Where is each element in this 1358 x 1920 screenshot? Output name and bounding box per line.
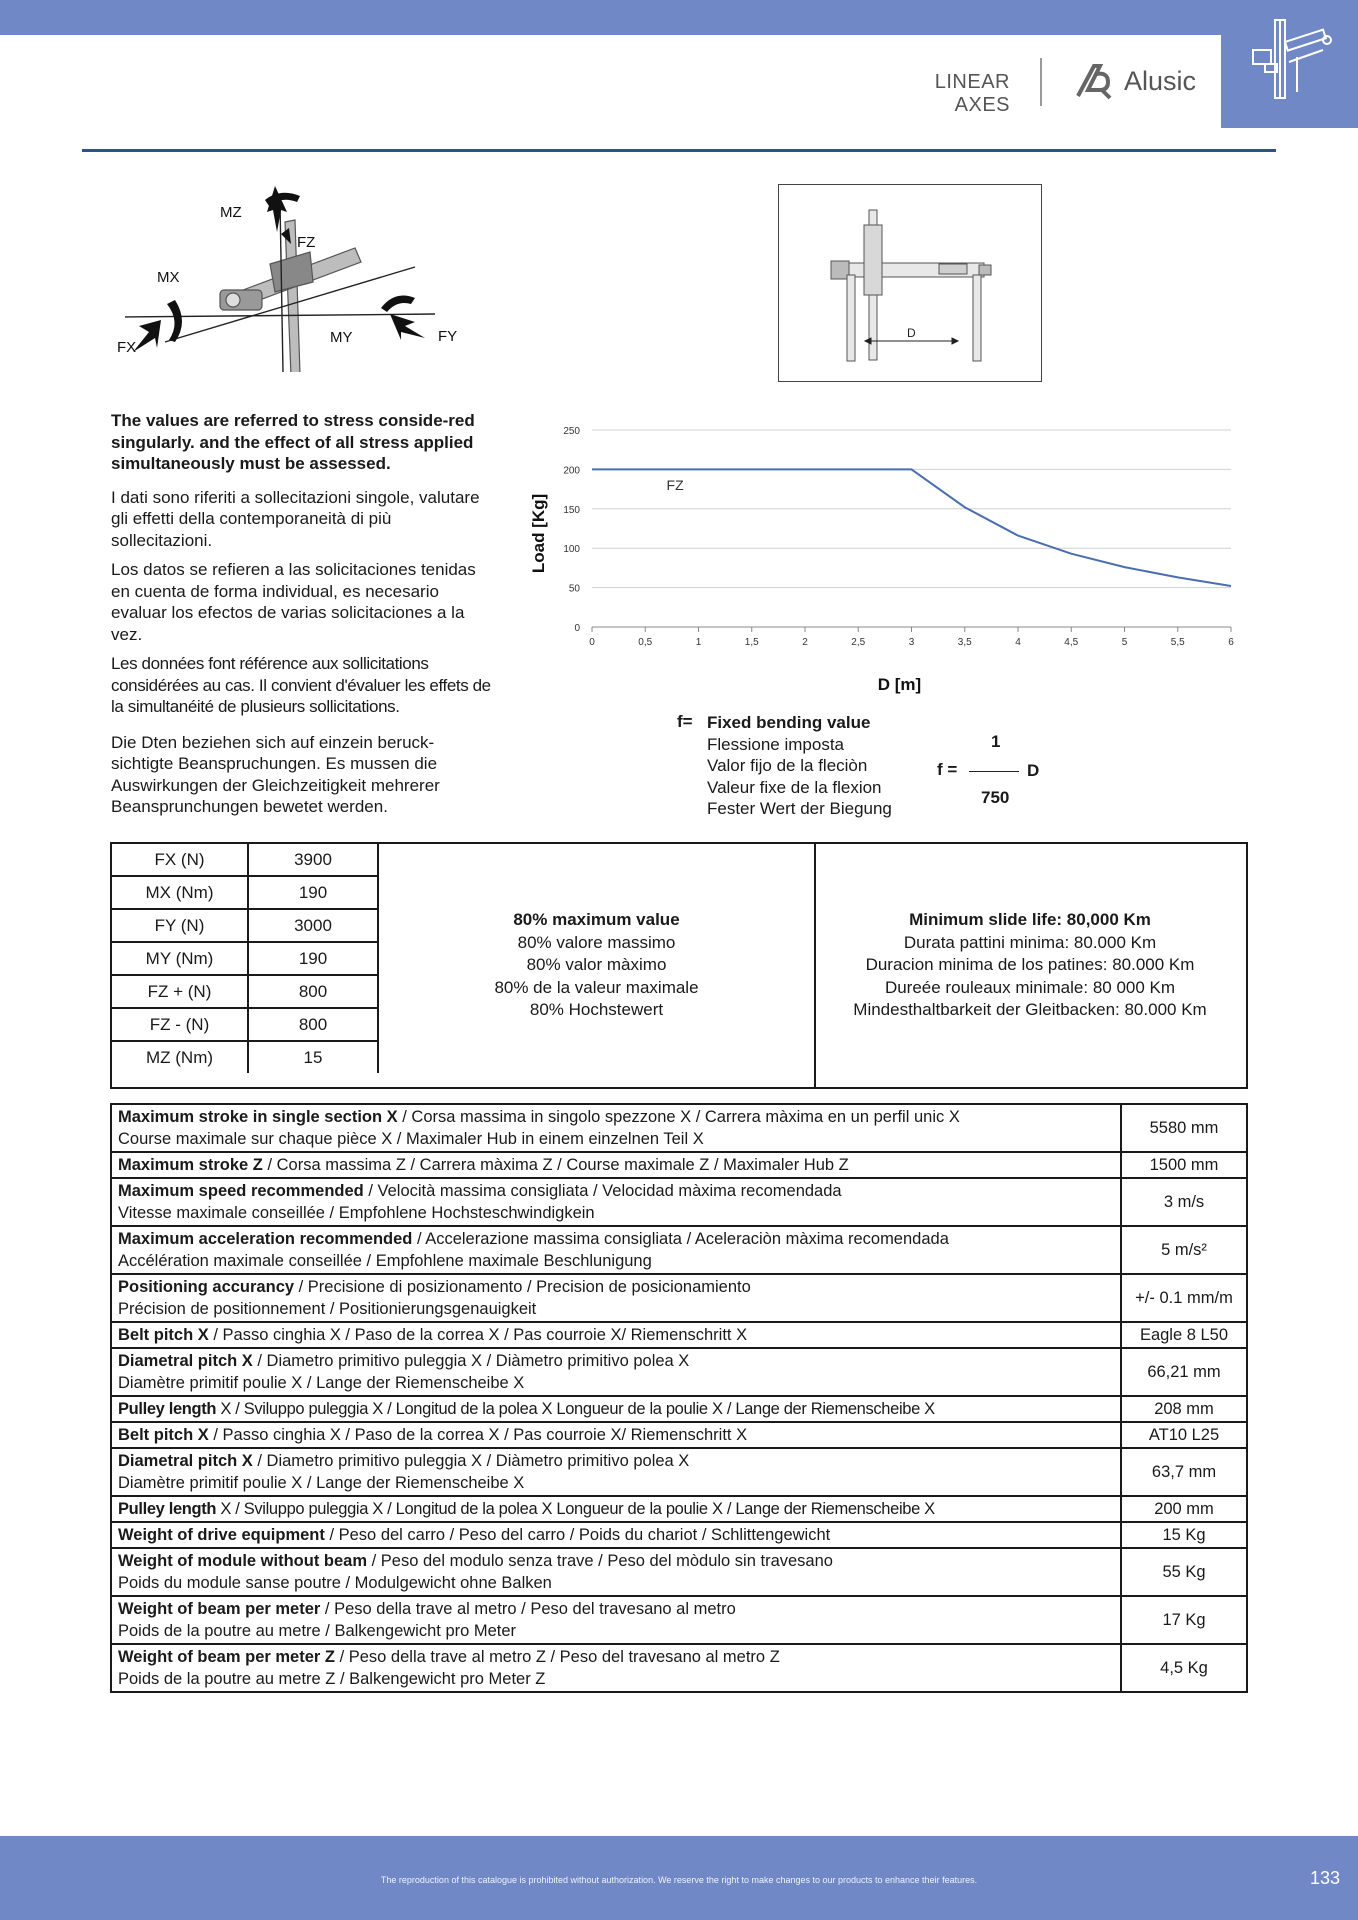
spec-title: Belt pitch X <box>118 1426 209 1444</box>
formula-line-it: Flessione imposta <box>707 734 845 754</box>
spec-value: +/- 0.1 mm/m <box>1121 1274 1247 1322</box>
header-separator <box>1040 58 1042 106</box>
spec-translations: / Velocità massima consigliata / Velocidad màxima recomendada <box>363 1182 842 1200</box>
load-label: MZ (Nm) <box>112 1041 248 1073</box>
spec-value: 4,5 Kg <box>1121 1644 1247 1692</box>
load-value: 190 <box>248 876 378 909</box>
load-label: MX (Nm) <box>112 876 248 909</box>
formula-legend <box>707 712 892 820</box>
x-axis-label: D [m] <box>877 675 922 694</box>
spec-value: 55 Kg <box>1121 1548 1247 1596</box>
specs-table <box>110 1103 1248 1693</box>
y-tick-label: 100 <box>563 544 580 556</box>
x-tick-label: 0,5 <box>638 637 653 648</box>
spec-translations: / Peso del carro / Peso del carro / Poids du chariot / Schlittengewicht <box>324 1526 831 1544</box>
spec-title: Pulley length <box>118 1400 217 1418</box>
formula-lhs: f = <box>937 760 958 779</box>
load-value: 800 <box>248 1008 378 1041</box>
load-value: 15 <box>248 1041 378 1073</box>
spec-title: Maximum speed recommended <box>118 1182 364 1200</box>
percent-note-title: 80% maximum value <box>513 910 680 930</box>
formula-label: f= <box>677 712 693 731</box>
spec-translations-line2: Poids de la poutre au metre Z / Balkengewicht pro Meter Z <box>118 1670 546 1688</box>
spec-title: Maximum acceleration recommended <box>118 1230 413 1248</box>
load-label: FZ - (N) <box>112 1008 248 1041</box>
series-label: FZ <box>666 476 684 493</box>
spec-value: 5580 mm <box>1121 1104 1247 1152</box>
spec-translations: X / Sviluppo puleggia X / Longitud de la polea X Longueur de la poulie X / Lange der Riemenscheibe X <box>216 1400 935 1418</box>
load-value: 800 <box>248 975 378 1008</box>
loads-table <box>112 844 379 1073</box>
x-tick-label: 4 <box>1015 637 1021 648</box>
intro-paragraph-de: Die Dten beziehen sich auf einzein beruck-sichtigte Beanspruchungen. Es mussen die Auswirkungen der Gleichzeitigkeit mehrerer Beansprunchungen bewetet werden. <box>111 732 440 816</box>
table-row <box>111 1422 1247 1448</box>
spec-title: Weight of beam per meter Z <box>118 1648 335 1666</box>
percent-note-line: 80% valor màximo <box>526 955 667 975</box>
life-note-title: Minimum slide life: 80,000 Km <box>909 910 1151 930</box>
x-tick-label: 1 <box>695 637 702 648</box>
axis-label-fz: FZ <box>297 234 316 251</box>
table-row <box>112 1008 378 1041</box>
table-row <box>112 975 378 1008</box>
table-row <box>111 1226 1247 1274</box>
table-row <box>112 1041 378 1073</box>
x-tick-label: 3 <box>908 637 915 648</box>
brand-name: Alusic <box>1124 66 1197 96</box>
table-row <box>111 1496 1247 1522</box>
spec-description <box>111 1522 1121 1548</box>
load-value: 190 <box>248 942 378 975</box>
axis-label-mz: MZ <box>220 204 242 221</box>
spec-description <box>111 1548 1121 1596</box>
life-note-line: Dureée rouleaux minimale: 80 000 Km <box>884 977 1176 997</box>
table-row <box>112 876 378 909</box>
table-row <box>111 1596 1247 1644</box>
table-row <box>111 1644 1247 1692</box>
spec-description <box>111 1178 1121 1226</box>
table-row <box>111 1274 1247 1322</box>
series-line <box>592 469 1231 586</box>
spec-description <box>111 1496 1121 1522</box>
spec-translations-line2: Diamètre primitif poulie X / Lange der Riemenscheibe X <box>118 1374 525 1392</box>
spec-title: Maximum stroke in single section X <box>118 1108 398 1126</box>
spec-description <box>111 1226 1121 1274</box>
spec-description <box>111 1396 1121 1422</box>
spec-translations: / Peso della trave al metro Z / Peso del travesano al metro Z <box>334 1648 780 1666</box>
spec-translations: X / Sviluppo puleggia X / Longitud de la polea X Longueur de la poulie X / Lange der Riemenscheibe X <box>216 1500 935 1518</box>
axes-figure <box>105 172 485 372</box>
formula-line-en: Fixed bending value <box>707 713 871 732</box>
footer-note: The reproduction of this catalogue is prohibited without authorization. We reserve the right to make changes to our products to enhance their features. <box>380 1875 978 1885</box>
table-row <box>111 1322 1247 1348</box>
module-photo <box>778 184 1042 382</box>
spec-title: Belt pitch X <box>118 1326 209 1344</box>
y-tick-label: 50 <box>568 583 580 595</box>
y-tick-label: 150 <box>563 504 580 516</box>
spec-title: Diametral pitch X <box>118 1452 253 1470</box>
x-tick-label: 1,5 <box>744 637 759 648</box>
life-note-line: Durata pattini minima: 80.000 Km <box>903 932 1157 952</box>
x-tick-label: 3,5 <box>957 637 972 648</box>
load-value: 3000 <box>248 909 378 942</box>
x-tick-label: 2 <box>802 637 808 648</box>
spec-translations: / Peso del modulo senza trave / Peso del mòdulo sin travesano <box>367 1552 833 1570</box>
axis-label-fx: FX <box>117 339 137 356</box>
formula-denominator: 750 <box>981 788 1010 807</box>
loads-box <box>110 842 1248 1089</box>
x-tick-label: 6 <box>1228 637 1234 648</box>
spec-title: Weight of beam per meter <box>118 1600 321 1618</box>
intro-paragraph-fr: Les données font référence aux sollicitations considérées au cas. Il convient d'évaluer les effets de la simultanéité de plusieurs sollicitations. <box>111 654 491 716</box>
axis-label-fy: FY <box>438 328 458 345</box>
spec-description <box>111 1596 1121 1644</box>
table-row <box>111 1522 1247 1548</box>
y-tick-label: 0 <box>574 623 580 634</box>
table-row <box>111 1348 1247 1396</box>
spec-description <box>111 1104 1121 1152</box>
spec-translations-line2: Poids de la poutre au metre / Balkengewicht pro Meter <box>118 1622 517 1640</box>
dimension-label: D <box>907 326 916 340</box>
x-tick-label: 5 <box>1121 637 1128 648</box>
spec-description <box>111 1422 1121 1448</box>
table-row <box>112 909 378 942</box>
spec-translations: / Diametro primitivo puleggia X / Diàmetro primitivo polea X <box>252 1452 690 1470</box>
percent-note-line: 80% de la valeur maximale <box>494 977 699 997</box>
formula-variable: D <box>1027 761 1040 780</box>
percent-note-line: 80% valore massimo <box>517 932 676 952</box>
percent-note-line: 80% Hochstewert <box>529 1000 664 1020</box>
spec-translations: / Corsa massima in singolo spezzone X / Carrera màxima en un perfil unic X <box>397 1108 960 1126</box>
table-row <box>111 1104 1247 1152</box>
formula-block <box>675 712 1075 832</box>
intro-text <box>111 410 496 826</box>
y-axis-label: Load [Kg] <box>529 493 548 574</box>
y-tick-label: 250 <box>563 426 580 437</box>
formula-numerator: 1 <box>991 732 1001 751</box>
spec-translations: / Corsa massima Z / Carrera màxima Z / Course maximale Z / Maximaler Hub Z <box>262 1156 849 1174</box>
table-row <box>112 942 378 975</box>
alusic-logo-icon <box>1074 62 1116 100</box>
spec-translations: / Passo cinghia X / Paso de la correa X / Pas courroie X/ Riemenschritt X <box>208 1426 748 1444</box>
spec-value: Eagle 8 L50 <box>1121 1322 1247 1348</box>
intro-bold-paragraph: The values are referred to stress conside-red singularly. and the effect of all stress applied simultaneously must be assessed. <box>111 411 475 473</box>
table-row <box>111 1548 1247 1596</box>
spec-translations: / Precisione di posizionamento / Precision de posicionamiento <box>294 1278 751 1296</box>
formula-line-de: Fester Wert der Biegung <box>707 799 892 818</box>
percent-note <box>379 844 816 1087</box>
load-label: MY (Nm) <box>112 942 248 975</box>
spec-translations-line2: Poids du module sanse poutre / Modulgewicht ohne Balken <box>118 1574 552 1592</box>
load-value: 3900 <box>248 844 378 876</box>
y-tick-label: 200 <box>563 465 580 477</box>
x-tick-label: 0 <box>589 637 595 648</box>
top-band <box>0 0 1358 35</box>
formula-fraction-bar <box>969 771 1019 772</box>
formula-line-fr: Valeur fixe de la flexion <box>707 777 882 797</box>
slide-life-note <box>814 844 1246 1087</box>
spec-value: 66,21 mm <box>1121 1348 1247 1396</box>
spec-description <box>111 1152 1121 1178</box>
spec-value: AT10 L25 <box>1121 1422 1247 1448</box>
spec-title: Weight of drive equipment <box>118 1526 325 1544</box>
spec-description <box>111 1322 1121 1348</box>
page-number: 133 <box>1309 1868 1340 1888</box>
axis-label-mx: MX <box>157 269 180 286</box>
spec-value: 63,7 mm <box>1121 1448 1247 1496</box>
load-label: FX (N) <box>112 844 248 876</box>
spec-description <box>111 1448 1121 1496</box>
spec-description <box>111 1348 1121 1396</box>
gantry-icon <box>1245 12 1340 107</box>
header-rule <box>82 149 1276 152</box>
axis-label-my: MY <box>330 329 353 346</box>
spec-description <box>111 1274 1121 1322</box>
formula-line-es: Valor fijo de la fleciòn <box>707 756 868 775</box>
spec-value: 200 mm <box>1121 1496 1247 1522</box>
header-panel <box>0 35 1221 147</box>
life-note-line: Duracion minima de los patines: 80.000 Km <box>865 955 1195 975</box>
spec-value: 15 Kg <box>1121 1522 1247 1548</box>
spec-translations: / Peso della trave al metro / Peso del travesano al metro <box>320 1600 736 1618</box>
spec-value: 17 Kg <box>1121 1596 1247 1644</box>
table-row <box>111 1152 1247 1178</box>
spec-title: Maximum stroke Z <box>118 1156 263 1174</box>
spec-translations-line2: Course maximale sur chaque pièce X / Maximaler Hub in einem einzelnen Teil X <box>118 1130 704 1148</box>
spec-title: Diametral pitch X <box>118 1352 253 1370</box>
spec-value: 208 mm <box>1121 1396 1247 1422</box>
spec-translations-line2: Diamètre primitif poulie X / Lange der Riemenscheibe X <box>118 1474 525 1492</box>
life-note-line: Mindesthaltbarkeit der Gleitbacken: 80.000 Km <box>853 1000 1207 1020</box>
x-tick-label: 5,5 <box>1170 637 1185 648</box>
spec-description <box>111 1644 1121 1692</box>
spec-value: 5 m/s² <box>1121 1226 1247 1274</box>
spec-value: 1500 mm <box>1121 1152 1247 1178</box>
spec-value: 3 m/s <box>1121 1178 1247 1226</box>
spec-title: Positioning accurancy <box>118 1278 295 1296</box>
intro-paragraph-it: I dati sono riferiti a sollecitazioni singole, valutare gli effetti della contemporaneità di più sollecitazioni. <box>111 487 480 550</box>
intro-paragraph-es: Los datos se refieren a las solicitaciones tenidas en cuenta de forma individual, es necesario evaluar los efectos de varias solicitaciones a la vez. <box>111 560 476 644</box>
table-row <box>112 844 378 876</box>
spec-translations: / Accelerazione massima consigliata / Aceleraciòn màxima recomendada <box>412 1230 949 1248</box>
load-label: FZ + (N) <box>112 975 248 1008</box>
spec-translations: / Diametro primitivo puleggia X / Diàmetro primitivo polea X <box>252 1352 690 1370</box>
x-tick-label: 2,5 <box>851 637 866 648</box>
spec-title: Weight of module without beam <box>118 1552 368 1570</box>
spec-title: Pulley length <box>118 1500 217 1518</box>
table-row <box>111 1396 1247 1422</box>
x-tick-label: 4,5 <box>1064 637 1079 648</box>
load-chart <box>520 415 1240 695</box>
table-row <box>111 1448 1247 1496</box>
spec-translations-line2: Accélération maximale conseillée / Empfohlene maximale Beschlunigung <box>118 1252 652 1270</box>
section-label: LINEAR AXES <box>934 71 1010 116</box>
table-row <box>111 1178 1247 1226</box>
spec-translations: / Passo cinghia X / Paso de la correa X / Pas courroie X/ Riemenschritt X <box>208 1326 748 1344</box>
spec-translations-line2: Vitesse maximale conseillée / Empfohlene Hochsteschwindigkein <box>118 1204 595 1222</box>
load-label: FY (N) <box>112 909 248 942</box>
spec-translations-line2: Précision de positionnement / Positionierungsgenauigkeit <box>118 1300 537 1318</box>
